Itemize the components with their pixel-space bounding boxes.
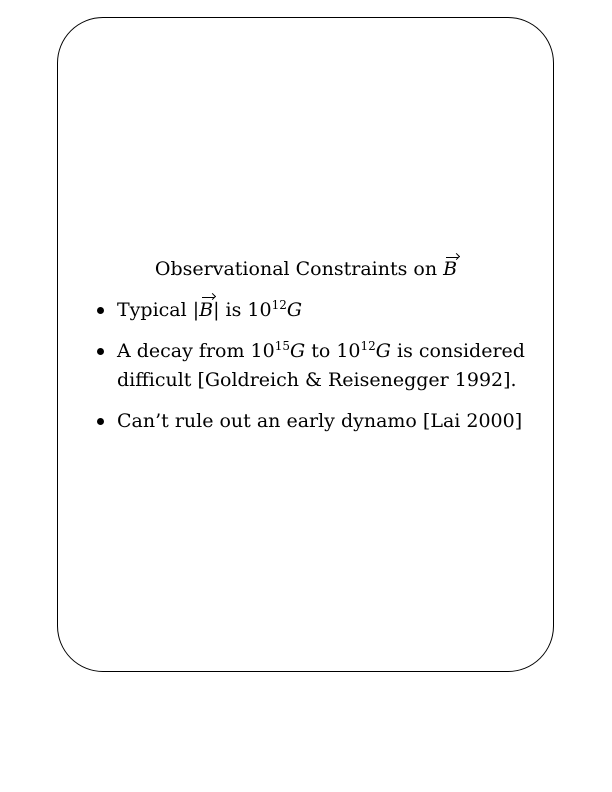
bullet-item-dynamo (95, 407, 525, 436)
bullet-2-pre: A decay from 10 (117, 340, 275, 362)
bullet-2-exponent-1: 15 (274, 339, 290, 353)
bullet-1-pre: Typical | (117, 299, 200, 321)
bullet-item-decay (95, 337, 525, 395)
vector-b-symbol: B (443, 258, 458, 280)
bullet-2-post: is considered difficult [Goldreich & Reisenegger 1992]. (117, 340, 525, 391)
vector-b-symbol: B (199, 296, 213, 325)
bullet-list (95, 296, 525, 448)
bullet-1-exponent: 12 (271, 298, 287, 312)
bullet-icon (97, 348, 104, 355)
bullet-2-unit-1: G (289, 340, 306, 362)
bullet-1-unit: G (286, 299, 303, 321)
bullet-2-mid: to 10 (305, 340, 361, 362)
bullet-icon (97, 418, 104, 425)
slide-title-text: Observational Constraints on (154, 258, 444, 280)
bullet-2-exponent-2: 12 (360, 339, 376, 353)
bullet-icon (97, 307, 104, 314)
bullet-item-typical-field (95, 296, 525, 325)
bullet-1-mid: | is 10 (213, 299, 272, 321)
bullet-2-unit-2: G (375, 340, 391, 362)
bullet-3-text: Can’t rule out an early dynamo [Lai 2000] (117, 410, 523, 432)
slide-title (0, 256, 612, 282)
